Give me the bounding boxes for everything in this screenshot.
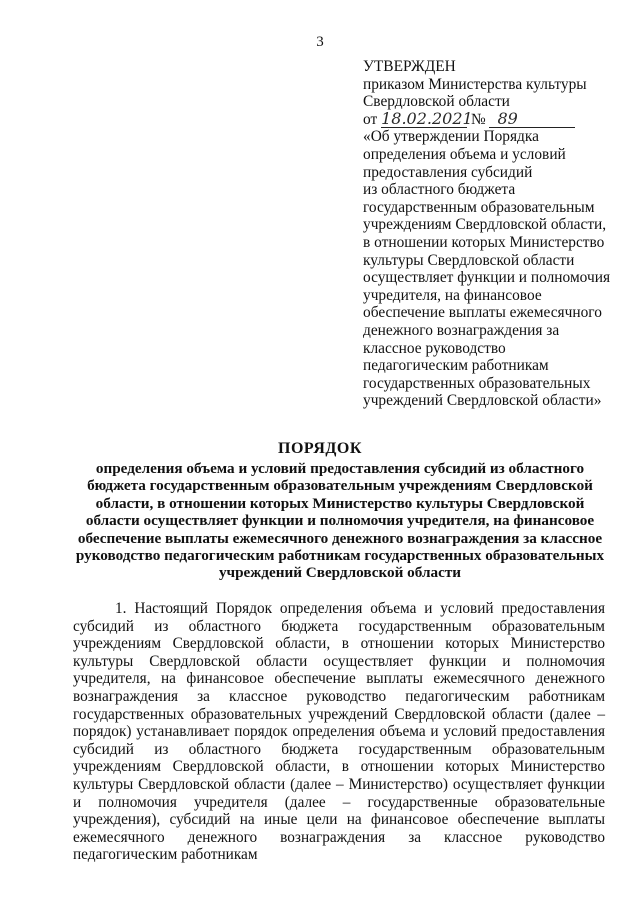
approval-subject-line: педагогическим работникам bbox=[363, 357, 549, 375]
handwritten-date: 18.02.2021 bbox=[381, 108, 473, 128]
approval-subject-line: денежного вознаграждения за bbox=[363, 321, 560, 339]
approval-subject-line: культуры Свердловской области bbox=[363, 251, 575, 269]
approval-subject-line: государственных образовательных bbox=[363, 374, 591, 392]
handwritten-number: 89 bbox=[489, 111, 575, 128]
approval-subject-line: предоставления субсидий bbox=[363, 163, 533, 181]
approval-subject-line: из областного бюджета bbox=[363, 181, 516, 199]
approval-subject-line: осуществляет функции и полномочия bbox=[363, 269, 611, 287]
approval-subject-line: в отношении которых Министерство bbox=[363, 233, 605, 251]
approval-subject-line: учреждениям Свердловской области, bbox=[363, 216, 607, 234]
document-subtitle: определения объема и условий предоставления субсидий из областного бюджета государственным образовательным учреждениям Свердловской области, в отношении которых Министерство культуры Свердловской области осуществляет функции и полномочия учредителя, на финансовое обеспечение выплаты ежемесячного денежного вознаграждения за классное руководство педагогическим работникам государственных образовательных учреждений Свердловской области bbox=[75, 460, 605, 582]
approval-subject-line: классное руководство bbox=[363, 339, 506, 357]
approval-subject-line: государственным образовательным bbox=[363, 198, 595, 216]
approval-subject-line: «Об утверждении Порядка bbox=[363, 128, 539, 146]
date-prefix: от bbox=[363, 110, 378, 128]
paragraph-1: 1. Настоящий Порядок определения объема и условий предоставления субсидий из областного бюджета государственным образовательным учреждениям Свердловской области, в отношении которых Министерство культуры Свердловской области осуществляет функции и полномочия учредителя, на финансовое обеспечение выплаты ежемесячного денежного вознаграждения за классное руководство педагогическим работникам государственных образовательных учреждений Свердловской области (далее – порядок) устанавливает порядок определения объема и условий предоставления субсидий из областного бюджета государственным образовательным учреждениям Свердловской области, в отношении которых Министерство культуры Свердловской области (далее – Министерство) осуществляет функции и полномочия учредителя (далее – государственные образовательные учреждения), субсидий на иные цели на финансовое обеспечение выплаты ежемесячного денежного вознаграждения за классное руководство педагогическим работникам bbox=[73, 600, 605, 864]
page-number: 3 bbox=[316, 34, 324, 50]
approval-subject-line: учредителя, на финансовое bbox=[363, 286, 542, 304]
approval-title: УТВЕРЖДЕН bbox=[363, 58, 456, 75]
document-title: ПОРЯДОК bbox=[278, 440, 362, 457]
approval-subject-line: учреждений Свердловской области» bbox=[363, 392, 602, 410]
approval-subject-line: определения объема и условий bbox=[363, 145, 566, 163]
approval-region-line: Свердловской области bbox=[363, 93, 510, 111]
number-prefix: № bbox=[470, 110, 486, 128]
approval-subject-line: обеспечение выплаты ежемесячного bbox=[363, 304, 602, 322]
approval-block bbox=[363, 58, 625, 410]
approval-date-line bbox=[363, 108, 625, 129]
approval-order-line: приказом Министерства культуры bbox=[363, 75, 587, 93]
